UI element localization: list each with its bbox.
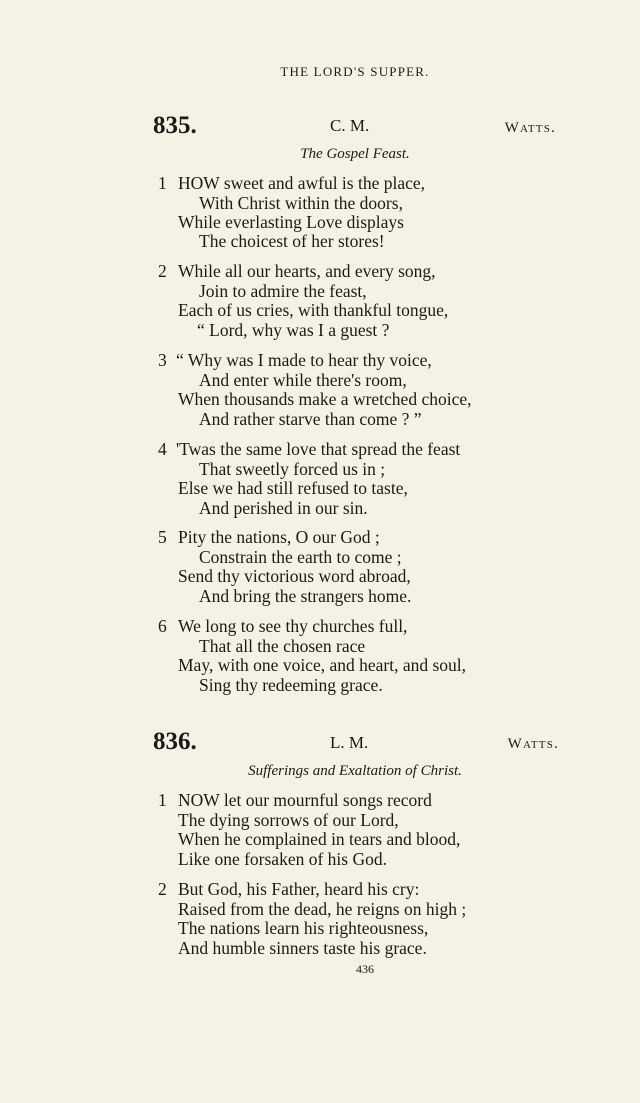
verse-line: HOW sweet and awful is the place, <box>178 173 426 193</box>
verse-line: And enter while there's room, <box>199 370 407 390</box>
verse-line: That sweetly forced us in ; <box>199 459 386 479</box>
hymn-meter: C. M. <box>330 116 370 135</box>
verse-line: When thousands make a wretched choice, <box>178 389 472 409</box>
verse-line: “ Why was I made to hear thy voice, <box>176 350 432 370</box>
hymn-header <box>0 112 640 142</box>
verse-line: And perished in our sin. <box>199 498 368 518</box>
verse-line: Constrain the earth to come ; <box>199 547 402 567</box>
verse-number: 1 <box>158 790 167 810</box>
hymn-number: 835. <box>153 112 197 139</box>
verse-line: And rather starve than come ? ” <box>199 409 422 429</box>
verse-line: The dying sorrows of our Lord, <box>178 810 399 830</box>
verse-number: 6 <box>158 616 167 636</box>
verse-line: Like one forsaken of his God. <box>178 849 387 869</box>
verse-line: While everlasting Love displays <box>178 212 404 232</box>
verse-line: Else we had still refused to taste, <box>178 478 408 498</box>
verse-number: 3 <box>158 350 167 370</box>
verse-line: We long to see thy churches full, <box>178 616 408 636</box>
verse-line: 'Twas the same love that spread the feast <box>176 439 461 459</box>
verse-line: May, with one voice, and heart, and soul, <box>178 655 467 675</box>
verse-number: 2 <box>158 261 167 281</box>
verse-line: Each of us cries, with thankful tongue, <box>178 300 449 320</box>
verse-number: 1 <box>158 173 167 193</box>
running-head: THE LORD'S SUPPER. <box>280 64 430 79</box>
verse-line: That all the chosen race <box>199 636 366 656</box>
verse-line: And humble sinners taste his grace. <box>178 938 427 958</box>
verse-line: And bring the strangers home. <box>199 586 412 606</box>
hymn-meter: L. M. <box>330 733 369 752</box>
verse-line: The nations learn his righteousness, <box>178 918 429 938</box>
verse-line: NOW let our mournful songs record <box>178 790 432 810</box>
verse-line: While all our hearts, and every song, <box>178 261 436 281</box>
hymn-number: 836. <box>153 728 197 755</box>
verse-line: Pity the nations, O our God ; <box>178 527 380 547</box>
verse-number: 2 <box>158 879 167 899</box>
verse-line: Sing thy redeeming grace. <box>199 675 383 695</box>
hymn-author: Watts. <box>504 120 556 136</box>
verse-number: 4 <box>158 439 167 459</box>
verse-line: Raised from the dead, he reigns on high ; <box>178 899 467 919</box>
verse-line: Join to admire the feast, <box>199 281 367 301</box>
verse-line: The choicest of her stores! <box>199 231 385 251</box>
hymn-header <box>0 728 640 758</box>
verse-line: But God, his Father, heard his cry: <box>178 879 420 899</box>
verse-line: “ Lord, why was I a guest ? <box>197 320 390 340</box>
verse-line: When he complained in tears and blood, <box>178 829 461 849</box>
page-number: 436 <box>356 962 374 976</box>
hymn-title: The Gospel Feast. <box>300 146 410 162</box>
verse-line: Send thy victorious word abroad, <box>178 566 411 586</box>
hymn-title: Sufferings and Exaltation of Christ. <box>248 763 462 779</box>
verse-line: With Christ within the doors, <box>199 193 403 213</box>
verse-number: 5 <box>158 527 167 547</box>
hymn-author: Watts. <box>507 736 559 752</box>
